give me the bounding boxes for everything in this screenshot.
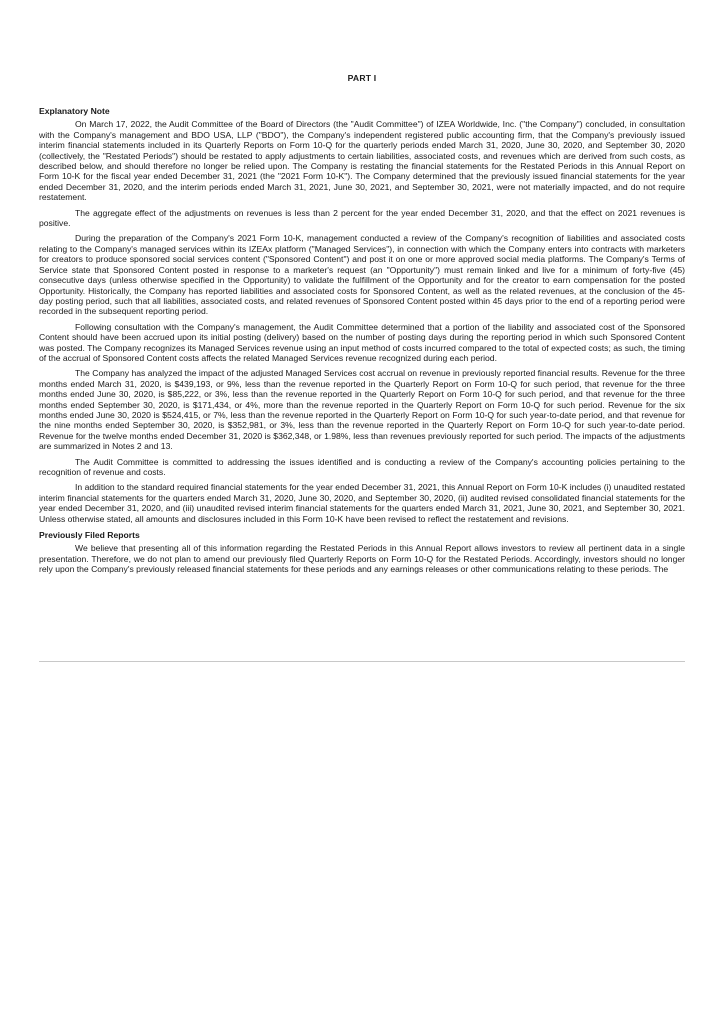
explanatory-note-paragraph: The Audit Committee is committed to addressing the issues identified and is conducting a review of the Company's accounting policies pertaining to the recognition of revenue and costs. <box>39 456 685 477</box>
explanatory-note-section <box>39 106 685 524</box>
explanatory-note-paragraph: In addition to the standard required financial statements for the year ended December 31, 2021, this Annual Report on Form 10-K includes (i) unaudited restated interim financial statements for the quarters ended March 31, 2020, June 30, 2020, and September 30, 2020, (ii) audited revised consolidated financial statements for the year ended December 31, 2020, and (iii) unaudited revised interim financial statements for the quarters ended March 31, 2021, June 30, 2021, and September 30, 2021. Unless otherwise stated, all amounts and disclosures included in this Form 10-K have been revised to reflect the restatement and revisions. <box>39 482 685 524</box>
explanatory-note-heading: Explanatory Note <box>39 106 110 116</box>
explanatory-note-paragraph: On March 17, 2022, the Audit Committee of the Board of Directors (the "Audit Committee") of IZEA Worldwide, Inc. ("the Company") concluded, in consultation with the Company's management and BDO USA, LLP ("BDO"), the Company's independent registered public accounting firm, that the Company's previously issued interim financial statements included in its Quarterly Reports on Form 10-Q for the quarterly periods ended March 31, 2020, June 30, 2020, and September 30, 2020 (collectively, the "Restated Periods") should be restated to apply adjustments to certain liabilities, associated costs, and revenues which are derived from such costs, as described below, and should therefore no longer be relied upon. The Company is restating the financial statements for the Restated Periods in this Annual Report on Form 10-K for the fiscal year ended December 31, 2021 (the "2021 Form 10-K"). The Company determined that the previously issued financial statements for the year ended December 31, 2020, and the interim periods ended March 31, 2021, June 30, 2021, and September 30, 2021, were not materially impacted, and do not require restatement. <box>39 119 685 203</box>
previously-filed-reports-paragraph: We believe that presenting all of this information regarding the Restated Periods in this Annual Report allows investors to review all pertinent data in a single presentation. Therefore, we do not plan to amend our previously filed Quarterly Reports on Form 10-Q for the Restated Periods. Accordingly, investors should no longer rely upon the Company's previously released financial statements for these periods and any earnings releases or other communications relating to these periods. The <box>39 543 685 575</box>
previously-filed-reports-heading: Previously Filed Reports <box>39 530 140 541</box>
explanatory-note-paragraph: The Company has analyzed the impact of the adjusted Managed Services cost accrual on revenue in previously reported financial results. Revenue for the three months ended March 31, 2020, is $439,193, or 9%, less than the revenue reported in the Quarterly Report on Form 10-Q for such period, that revenue for the three months ended June 30, 2020, is $85,222, or 3%, less than the revenue reported in the Quarterly Report on Form 10-Q for such period, and that revenue for the three months ended September 30, 2020, is $171,434, or 4%, more than the revenue reported in the Quarterly Report on Form 10-Q for such period. Revenue for the six months ended June 30, 2020 is $524,415, or 7%, less than the revenue reported in the Quarterly Report on Form 10-Q for such year-to-date period, and that revenue for the nine months ended September 30, 2020, is $352,981, or 3%, less than the revenue reported in the Quarterly Report on Form 10-Q for such year-to-date period. Revenue for the twelve months ended December 31, 2020 is $362,348, or 1.98%, less than revenues previously reported for such period. The impacts of the adjustments are summarized in Notes 2 and 13. <box>39 368 685 452</box>
page-divider <box>39 661 685 662</box>
previously-filed-reports-section <box>39 530 685 575</box>
explanatory-note-paragraph: During the preparation of the Company's 2021 Form 10-K, management conducted a review of the Company's recognition of liabilities and associated costs relating to the Company's managed services within its IZEAx platform ("Managed Services"), in connection with which the Company enters into contracts with marketers for creators to produce sponsored social services content ("Sponsored Content") and post it on one or more approved social media platforms. The Company's Terms of Service state that Sponsored Content posted in response to a marketer's request (an "Opportunity") must remain linked and live for a minimum of forty-five (45) consecutive days (unless otherwise specified in the Opportunity) to validate the fulfillment of the Opportunity and for the creator to earn compensation for the posted Opportunity. Historically, the Company has reported liabilities and associated costs for Sponsored Content, as well as the related revenues, at the conclusion of the 45-day posting period, such that all liabilities, associated costs, and related revenues of Sponsored Content posted within 45 days prior to the end of a reporting period were recorded in the subsequent reporting period. <box>39 233 685 317</box>
explanatory-note-paragraph: Following consultation with the Company's management, the Audit Committee determined that a portion of the liability and associated cost of the Sponsored Content should have been accrued upon its initial posting (delivery) based on the number of posting days during the reporting period in which such Sponsored Content was posted. The Company recognizes its Managed Services revenue using an input method of costs incurred compared to the total of expected costs; as such, the timing of the accrual of Sponsored Content costs affects the related Managed Services revenue recognized during each period. <box>39 321 685 363</box>
part-title: PART I <box>347 73 377 83</box>
document-body <box>39 106 685 580</box>
explanatory-note-paragraph: The aggregate effect of the adjustments on revenues is less than 2 percent for the year ended December 31, 2020, and that the effect on 2021 revenues is positive. <box>39 207 685 229</box>
